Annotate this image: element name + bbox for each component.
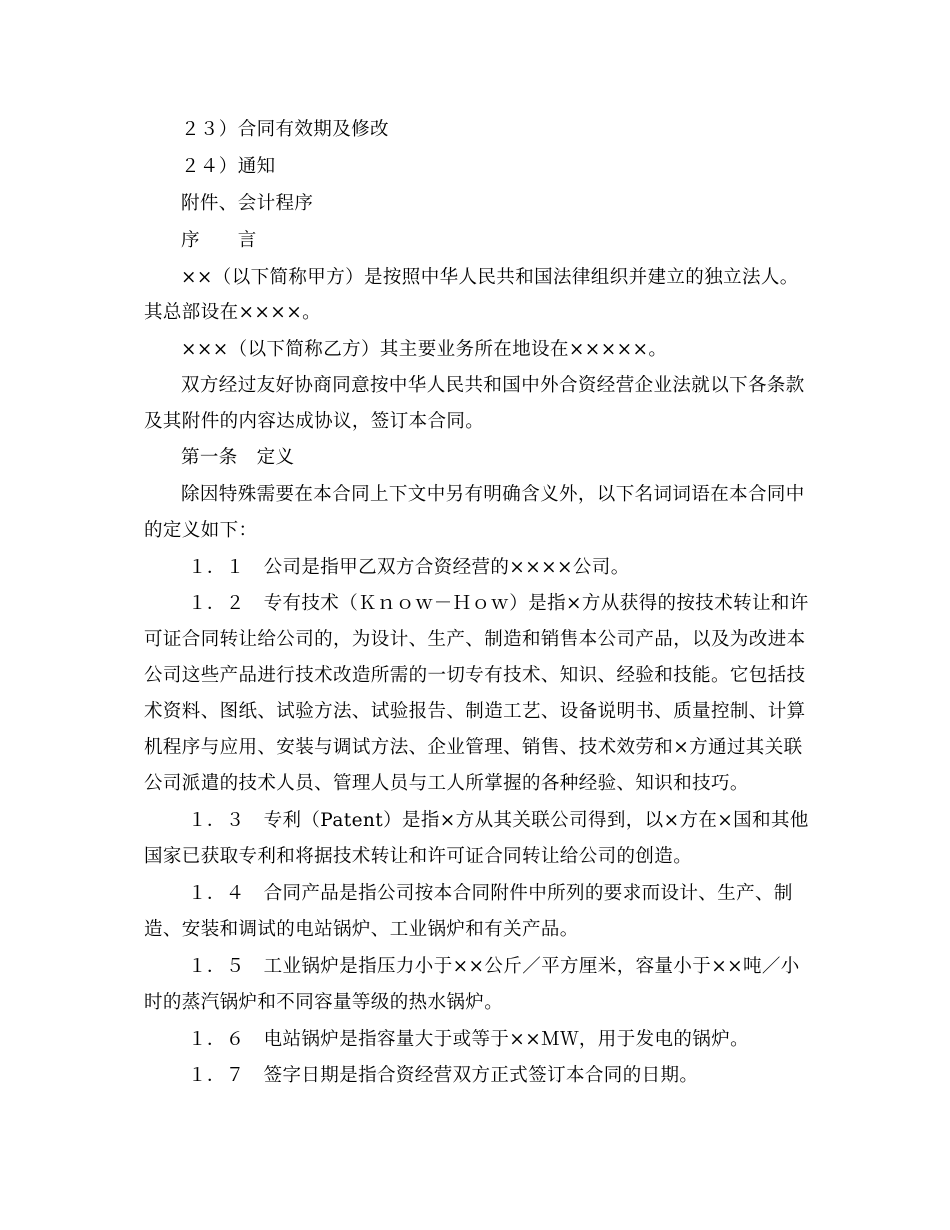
article-1-intro-line-2: 的定义如下： [144, 520, 258, 541]
definition-1-5-line-1: １．５ 工业锅炉是指压力小于××公斤／平方厘米，容量小于××吨／小 [188, 956, 800, 977]
definition-1-2-line-3: 公司这些产品进行技术改造所需的一切专有技术、知识、经验和技能。它包括技 [144, 665, 806, 686]
definition-1-3-line-2: 国家已获取专利和将据技术转让和许可证合同转让给公司的创造。 [144, 846, 693, 867]
article-1-heading: 第一条 定义 [181, 447, 295, 468]
paragraph-party-b: ×××（以下简称乙方）其主要业务所在地设在×××××。 [181, 339, 668, 360]
definition-1-4-line-2: 造、安装和调试的电站锅炉、工业锅炉和有关产品。 [144, 919, 579, 940]
definition-1-6: １．６ 电站锅炉是指容量大于或等于××ＭＷ，用于发电的锅炉。 [188, 1029, 750, 1050]
toc-item-23: ２３）合同有效期及修改 [181, 119, 389, 140]
toc-appendix: 附件、会计程序 [181, 193, 314, 214]
definition-1-2-line-2: 可证合同转让给公司的，为设计、生产、制造和销售本公司产品，以及为改进本 [144, 629, 806, 650]
definition-1-7: １．７ 签字日期是指合资经营双方正式签订本合同的日期。 [188, 1065, 699, 1086]
preface-heading: 序 言 [181, 230, 257, 251]
definition-1-2-line-1: １．２ 专有技术（Ｋｎｏｗ－Ｈｏｗ）是指×方从获得的按技术转让和许 [188, 593, 809, 614]
definition-1-3-line-1: １．３ 专利（Patent）是指×方从其关联公司得到，以×方在×国和其他 [188, 810, 809, 831]
definition-1-2-line-6: 公司派遣的技术人员、管理人员与工人所掌握的各种经验、知识和技巧。 [144, 773, 749, 794]
article-1-intro-line-1: 除因特殊需要在本合同上下文中另有明确含义外，以下名词词语在本合同中 [181, 484, 805, 505]
definition-1-4-line-1: １．４ 合同产品是指公司按本合同附件中所列的要求而设计、生产、制 [188, 883, 793, 904]
paragraph-party-a-line-2: 其总部设在××××。 [144, 302, 322, 323]
paragraph-party-a-line-1: ××（以下简称甲方）是按照中华人民共和国法律组织并建立的独立法人。 [181, 267, 799, 288]
definition-1-2-line-5: 机程序与应用、安装与调试方法、企业管理、销售、技术效劳和×方通过其关联 [144, 737, 803, 758]
paragraph-agreement-line-1: 双方经过友好协商同意按中华人民共和国中外合资经营企业法就以下各条款 [181, 375, 805, 396]
definition-1-5-line-2: 时的蒸汽锅炉和不同容量等级的热水锅炉。 [144, 992, 504, 1013]
definition-1-1: １．１ 公司是指甲乙双方合资经营的××××公司。 [188, 557, 630, 578]
toc-item-24: ２４）通知 [181, 156, 276, 177]
definition-1-2-line-4: 术资料、图纸、试验方法、试验报告、制造工艺、设备说明书、质量控制、计算 [144, 701, 806, 722]
paragraph-agreement-line-2: 及其附件的内容达成协议，签订本合同。 [144, 411, 485, 432]
